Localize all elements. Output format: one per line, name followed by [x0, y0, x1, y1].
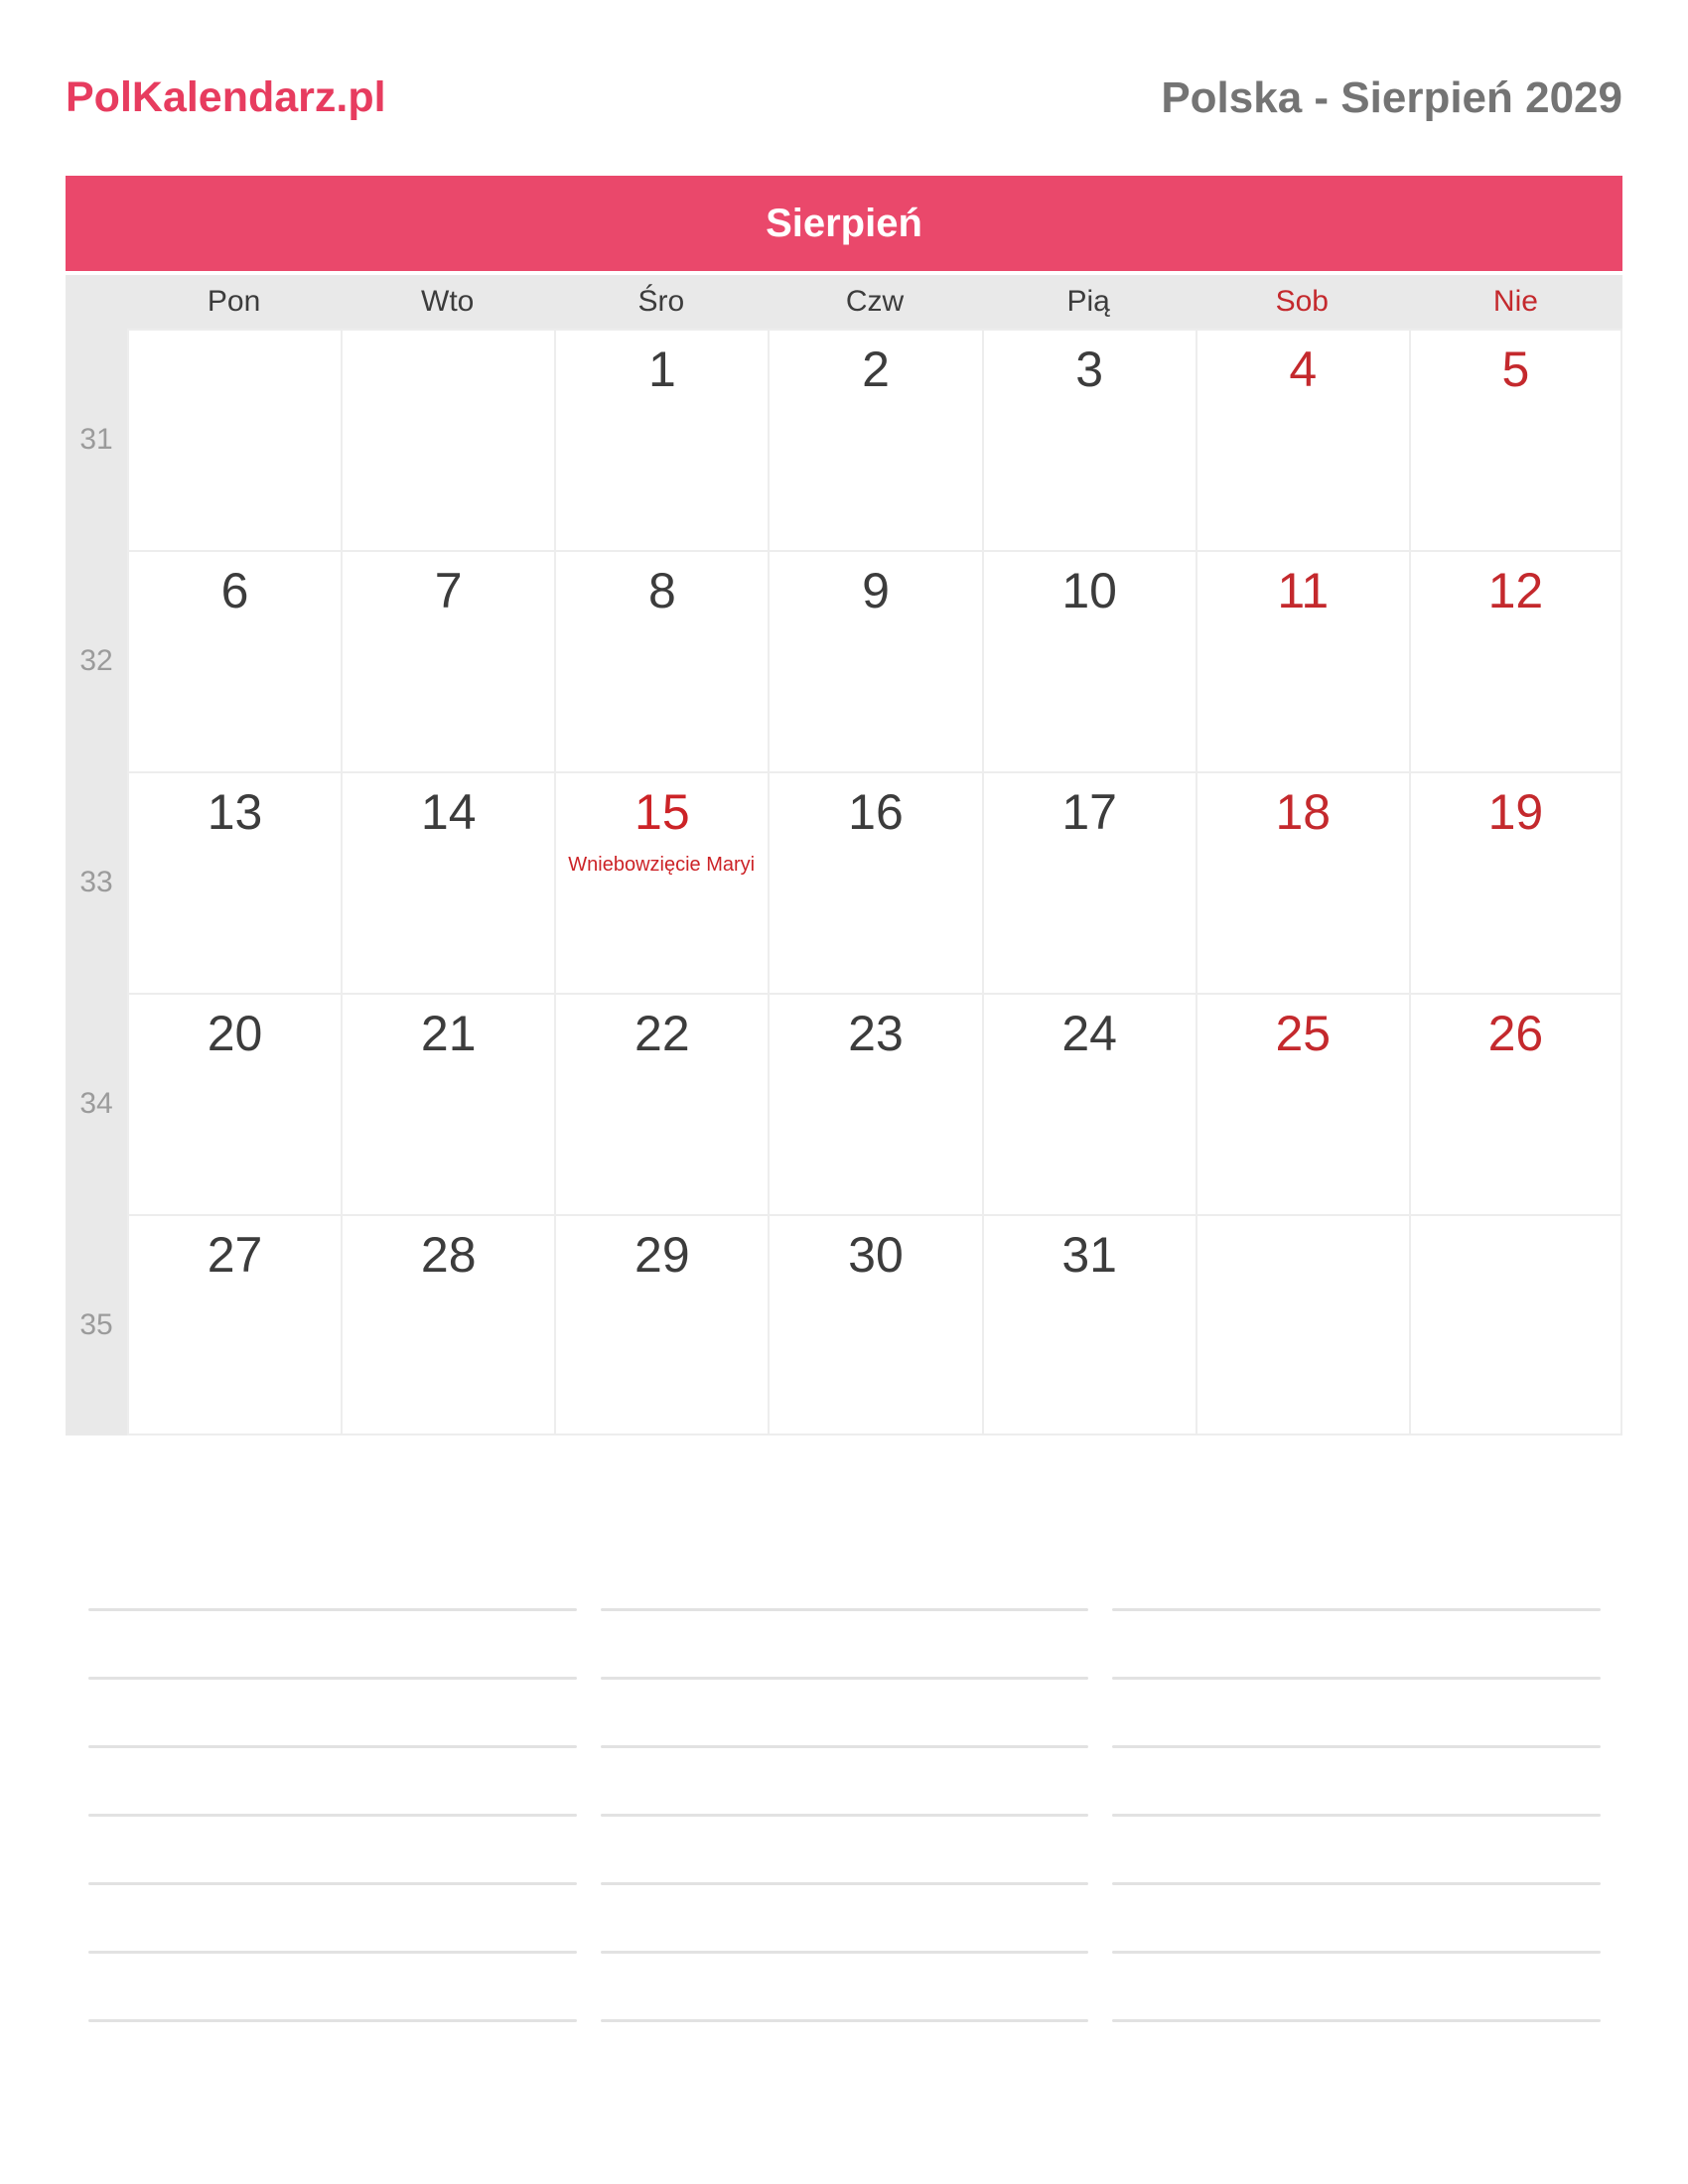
day-number: 4: [1289, 341, 1318, 397]
note-line: [88, 1745, 577, 1748]
day-number: 22: [634, 1006, 690, 1061]
week-number-35: 35: [66, 1214, 127, 1435]
day-number: 9: [862, 563, 890, 618]
day-number: 8: [647, 563, 676, 618]
day-cell-16: [768, 771, 981, 993]
note-line: [1112, 1814, 1601, 1817]
empty-day-cell: [1409, 1214, 1622, 1435]
note-line: [88, 1814, 577, 1817]
day-number: 21: [420, 1006, 477, 1061]
empty-day-cell: [1196, 1214, 1409, 1435]
day-number: 27: [207, 1227, 263, 1283]
note-line: [601, 2019, 1089, 2022]
empty-day-cell: [341, 329, 554, 550]
day-number: 1: [647, 341, 676, 397]
day-number: 11: [1277, 563, 1330, 618]
day-cell-30: [768, 1214, 981, 1435]
day-number: 15: [634, 784, 690, 840]
day-cell-26: [1409, 993, 1622, 1214]
calendar: [66, 176, 1622, 1435]
day-cell-17: [982, 771, 1196, 993]
day-cell-20: [127, 993, 341, 1214]
day-number: 30: [848, 1227, 904, 1283]
week-number-33: 33: [66, 771, 127, 993]
day-number: 6: [220, 563, 249, 618]
month-header: Sierpień: [66, 176, 1622, 271]
day-cell-11: [1196, 550, 1409, 771]
day-number: 18: [1275, 784, 1332, 840]
day-number: 10: [1061, 563, 1117, 618]
day-number: 25: [1275, 1006, 1332, 1061]
note-line: [601, 1745, 1089, 1748]
note-line: [601, 1814, 1089, 1817]
day-number: 14: [420, 784, 477, 840]
day-cell-27: [127, 1214, 341, 1435]
weekday-label-czw: Czw: [845, 285, 905, 318]
day-cell-24: [982, 993, 1196, 1214]
day-cell-12: [1409, 550, 1622, 771]
day-cell-28: [341, 1214, 554, 1435]
day-number: 26: [1487, 1006, 1544, 1061]
day-number: 31: [1061, 1227, 1117, 1283]
day-number: 28: [420, 1227, 477, 1283]
day-cell-6: [127, 550, 341, 771]
day-cell-7: [341, 550, 554, 771]
weekday-label-sob: Sob: [1275, 285, 1329, 318]
week-number-32: 32: [66, 550, 127, 771]
week-number-34: 34: [66, 993, 127, 1214]
day-cell-5: [1409, 329, 1622, 550]
day-cell-29: [554, 1214, 768, 1435]
day-cell-10: [982, 550, 1196, 771]
note-line: [88, 1677, 577, 1680]
day-number: 19: [1487, 784, 1544, 840]
note-line: [88, 2019, 577, 2022]
day-cell-21: [341, 993, 554, 1214]
day-cell-13: [127, 771, 341, 993]
note-line: [88, 1882, 577, 1885]
weekday-label-wto: Wto: [421, 285, 475, 318]
note-line: [1112, 2019, 1601, 2022]
note-line: [601, 1608, 1089, 1611]
day-cell-2: [768, 329, 981, 550]
day-cell-15: [554, 771, 768, 993]
notes-column-2: [601, 1608, 1089, 2088]
day-cell-25: [1196, 993, 1409, 1214]
weekday-label-pią: Pią: [1066, 285, 1110, 318]
weekday-header-row: [66, 275, 1622, 329]
notes-lines-section: [88, 1608, 1601, 2088]
day-number: 7: [434, 563, 463, 618]
week-number-31: 31: [66, 329, 127, 550]
day-cell-14: [341, 771, 554, 993]
empty-day-cell: [127, 329, 341, 550]
day-cell-1: [554, 329, 768, 550]
calendar-grid: [66, 329, 1622, 1435]
day-number: 20: [207, 1006, 263, 1061]
day-number: 23: [848, 1006, 904, 1061]
weekday-label-nie: Nie: [1492, 285, 1538, 318]
note-line: [1112, 1951, 1601, 1954]
weekday-row-spacer: [66, 275, 127, 329]
note-line: [1112, 1882, 1601, 1885]
day-cell-18: [1196, 771, 1409, 993]
day-number: 17: [1061, 784, 1117, 840]
day-number: 24: [1061, 1006, 1117, 1061]
holiday-label: Wniebowzięcie Maryi: [568, 854, 756, 876]
day-cell-22: [554, 993, 768, 1214]
day-cell-19: [1409, 771, 1622, 993]
weekday-label-śro: Śro: [637, 285, 685, 318]
notes-column-1: [88, 1608, 577, 2088]
note-line: [601, 1882, 1089, 1885]
note-line: [1112, 1677, 1601, 1680]
day-number: 16: [848, 784, 904, 840]
day-cell-8: [554, 550, 768, 771]
note-line: [601, 1677, 1089, 1680]
site-logo[interactable]: PolKalendarz.pl: [66, 73, 386, 121]
day-number: 5: [1501, 341, 1530, 397]
weekday-label-pon: Pon: [207, 285, 261, 318]
day-cell-9: [768, 550, 981, 771]
page-header: [66, 73, 1622, 123]
day-number: 2: [862, 341, 890, 397]
day-number: 12: [1487, 563, 1544, 618]
day-cell-23: [768, 993, 981, 1214]
day-number: 29: [634, 1227, 690, 1283]
day-cell-31: [982, 1214, 1196, 1435]
notes-column-3: [1112, 1608, 1601, 2088]
page-title: Polska - Sierpień 2029: [1161, 73, 1622, 122]
note-line: [88, 1951, 577, 1954]
day-number: 13: [207, 784, 263, 840]
note-line: [1112, 1745, 1601, 1748]
note-line: [88, 1608, 577, 1611]
day-cell-4: [1196, 329, 1409, 550]
note-line: [1112, 1608, 1601, 1611]
day-number: 3: [1075, 341, 1104, 397]
day-cell-3: [982, 329, 1196, 550]
note-line: [601, 1951, 1089, 1954]
